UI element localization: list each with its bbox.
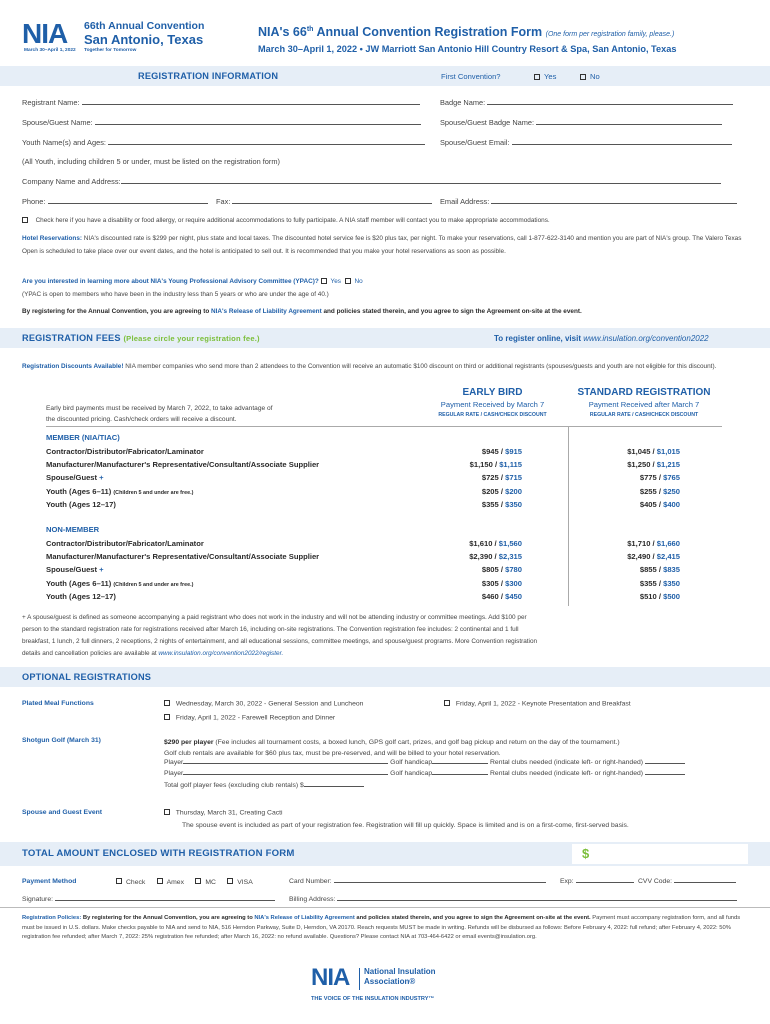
page-title: NIA's 66th Annual Convention Registration Form (One form per registration family, please.) [258, 25, 675, 39]
footer-nia-logo: NIA [311, 964, 350, 991]
checkbox-icon[interactable] [345, 278, 351, 284]
payment-mc[interactable]: MC [195, 879, 216, 886]
golf-details: $290 per player (Fee includes all tournament costs, a boxed lunch, GPS golf cart, prizes, and golf bag pickup and return on the day of the tournament.) Golf club rentals are available for $60 plus tax, must be pre-reserved, and will be billed to your hotel reservation. [164, 739, 620, 757]
nia-logo: NIA [22, 18, 68, 49]
signature-field[interactable]: Signature: [22, 896, 275, 903]
payment-method-label: Payment Method [22, 878, 77, 885]
standard-price[interactable]: $775 / $765 [639, 473, 680, 483]
golf-total-field[interactable]: Total golf player fees (excluding club rentals) $ [164, 782, 364, 789]
fax-field[interactable]: Fax: [216, 197, 432, 206]
fee-row-label: Youth (Ages 6–11) (Children 5 and under are free.) [46, 486, 194, 496]
spouse-event-desc: The spouse event is included as part of your registration fee. Registration will fill up quickly. Space is limited and is on a first-come, first-served basis. [182, 822, 629, 829]
ypac-question: Are you interested in learning more about NIA's Young Professional Advisory Committee (YPAC)? Yes No [22, 278, 363, 285]
hotel-reservations-text: Hotel Reservations: NIA's discounted rate is $299 per night, plus state and local taxes. The discounted hotel service fee is $20 plus tax, per night. To make your reservations, call 1-877-622-3140 and mention you are part of NIA's group. The Valero Texas Open is scheduled to take place over our event dates, and the hotel is anticipated to sell out. It is recommended that you make your hotel reservations as soon as possible. [22, 235, 742, 255]
early-bird-price[interactable]: $305 / $300 [481, 578, 522, 588]
checkbox-icon[interactable] [164, 700, 170, 706]
standard-price[interactable]: $1,045 / $1,015 [627, 447, 680, 456]
early-bird-price[interactable]: $460 / $450 [481, 591, 522, 601]
fee-row-label: Contractor/Distributor/Fabricator/Laminator [46, 539, 204, 548]
spouse-definition: + A spouse/guest is defined as someone accompanying a paid registrant who does not work in the industry and will not be attending industry or committee meetings. Add $100 per person to the standard registration rate for registrations received after March 16, including on-site registrations. The Convention registration fee includes: 2 continental and 1 full breakfast, 1 lunch, 2 full dinners, 2 receptions, 2 nights of entertainment, and all educational sessions, committee meetings, and spouse/guest programs. More Convention registration details and cancellation policies are available at www.insulation.org/convention2022/register. [22, 614, 538, 657]
registrant-name-field[interactable]: Registrant Name: [22, 98, 420, 107]
email-field[interactable]: Email Address: [440, 197, 737, 206]
fee-row-label: Contractor/Distributor/Fabricator/Laminator [46, 447, 204, 456]
company-address-field[interactable]: Company Name and Address: [22, 177, 721, 186]
discount-text: Registration Discounts Available! NIA member companies who send more than 2 attendees to the Convention will receive an automatic $100 discount on third or additional registrants (spouses/guests and youth are not eligible for this discount). [22, 363, 717, 370]
early-bird-price[interactable]: $805 / $780 [481, 565, 522, 575]
liability-agreement-link[interactable]: NIA's Release of Liability Agreement [211, 308, 322, 315]
standard-price[interactable]: $510 / $500 [639, 591, 680, 601]
early-bird-price[interactable]: $725 / $715 [481, 473, 522, 483]
fee-row-label: Youth (Ages 12–17) [46, 591, 116, 601]
register-online-text: To register online, visit www.insulation.org/convention2022 [494, 334, 709, 343]
plated-meal-label: Plated Meal Functions [22, 700, 94, 707]
standard-price[interactable]: $405 / $400 [639, 499, 680, 509]
logo-tagline: Together for Tomorrow [84, 48, 137, 53]
fee-row-label: Manufacturer/Manufacturer's Representative/Consultant/Associate Supplier [46, 460, 320, 470]
early-bird-price[interactable]: $355 / $350 [481, 499, 522, 509]
liability-agreement-text: By registering for the Annual Convention, you are agreeing to NIA's Release of Liability Agreement and policies stated therein, and you agree to sign the Agreement on-site at the event. [22, 308, 582, 315]
early-bird-price[interactable]: $1,610 / $1,560 [469, 539, 522, 548]
payment-check[interactable]: Check [116, 879, 145, 886]
registration-fees-title: REGISTRATION FEES (Please circle your registration fee.) [22, 333, 260, 343]
standard-price[interactable]: $2,490 / $2,415 [627, 552, 680, 562]
plated-option-1[interactable]: Wednesday, March 30, 2022 - General Session and Luncheon [164, 700, 363, 708]
register-online-link[interactable]: www.insulation.org/convention2022 [583, 334, 709, 343]
logo-city-text: San Antonio, Texas [84, 32, 204, 47]
policies-divider [0, 907, 770, 908]
checkbox-icon[interactable] [534, 74, 540, 80]
checkbox-icon[interactable] [157, 878, 163, 884]
billing-address-field[interactable]: Billing Address: [289, 896, 737, 903]
early-bird-price[interactable]: $2,390 / $2,315 [469, 552, 522, 562]
card-number-field[interactable]: Card Number: [289, 878, 546, 885]
first-convention-yes[interactable]: Yes [534, 72, 556, 81]
spouse-email-field[interactable]: Spouse/Guest Email: [440, 138, 732, 147]
fee-row-label: Youth (Ages 6–11) (Children 5 and under are free.) [46, 578, 194, 588]
standard-header: STANDARD REGISTRATION Payment Received after March 7 REGULAR RATE / CASH/CHECK DISCOUNT [577, 387, 711, 418]
checkbox-icon[interactable] [116, 878, 122, 884]
first-convention-no[interactable]: No [580, 72, 600, 81]
standard-price[interactable]: $1,710 / $1,660 [627, 539, 680, 548]
early-bird-price[interactable]: $1,150 / $1,115 [469, 460, 522, 470]
fee-row-label: Youth (Ages 12–17) [46, 499, 116, 509]
exp-field[interactable]: Exp: [560, 878, 634, 885]
early-bird-price[interactable]: $205 / $200 [481, 486, 522, 496]
ypac-yes[interactable]: Yes [321, 278, 341, 285]
disability-checkbox-row[interactable]: Check here if you have a disability or food allergy, or require additional accommodations to fully participate. A NIA staff member will contact you to make appropriate accommodations. [22, 215, 748, 227]
checkbox-icon[interactable] [164, 714, 170, 720]
standard-price[interactable]: $1,250 / $1,215 [627, 460, 680, 470]
footer-org-name: National Insulation Association® [364, 967, 436, 986]
youth-note: (All Youth, including children 5 or under, must be listed on the registration form) [22, 157, 280, 166]
golf-player-row-1[interactable]: Player Golf handicap Rental clubs needed (indicate left- or right-handed) [164, 759, 685, 766]
phone-field[interactable]: Phone: [22, 197, 208, 206]
golf-label: Shotgun Golf (March 31) [22, 737, 101, 744]
fees-divider [46, 426, 722, 427]
registration-policies: Registration Policies: By registering for the Annual Convention, you are agreeing to NIA's Release of Liability Agreement and policies stated therein, and you agree to sign the Agreement on-site at the event. Payment must accompany registration form, and all funds must be issued in U.S. dollars. Make checks payable to NIA and send to NIA, 516 Herndon Parkway, Suite D, Herndon, VA 20170. Reach requests MUST be made in writing. Refunds will be disbursed as follows: Before February 4, 2022: full refund; after February 4, 2022: 50% registration fee refunded; after March 7, 2022: 25% registration fee refunded; after March 16, 2022: no refund available. Questions? Please contact NIA at 703-464-6422 or email events@insulation.org. [22, 915, 741, 940]
logo-convention-text: 66th Annual Convention [84, 20, 205, 32]
member-heading: MEMBER (NIA/TIAC) [46, 433, 120, 442]
checkbox-icon[interactable] [164, 809, 170, 815]
golf-player-row-2[interactable]: Player Golf handicap Rental clubs needed (indicate left- or right-handed) [164, 770, 685, 777]
footer-logo-divider [359, 968, 360, 990]
youth-names-field[interactable]: Youth Name(s) and Ages: [22, 138, 425, 147]
standard-price[interactable]: $255 / $250 [639, 486, 680, 496]
page-subtitle: March 30–April 1, 2022 • JW Marriott San Antonio Hill Country Resort & Spa, San Antonio, Texas [258, 44, 677, 54]
spouse-badge-field[interactable]: Spouse/Guest Badge Name: [440, 118, 722, 127]
fee-row-label: Spouse/Guest + [46, 565, 104, 575]
badge-name-field[interactable]: Badge Name: [440, 98, 733, 107]
nonmember-heading: NON-MEMBER [46, 525, 100, 534]
spouse-event-option[interactable]: Thursday, March 31, Creating Cacti [164, 809, 283, 817]
registration-info-title: REGISTRATION INFORMATION [138, 71, 279, 81]
fee-row-label: Manufacturer/Manufacturer's Representative/Consultant/Associate Supplier [46, 552, 320, 562]
fee-row-label: Spouse/Guest + [46, 473, 104, 483]
register-link[interactable]: www.insulation.org/convention2022/register. [158, 650, 284, 657]
payment-amex[interactable]: Amex [157, 879, 184, 886]
checkbox-icon[interactable] [321, 278, 327, 284]
checkbox-icon[interactable] [227, 878, 233, 884]
plated-option-3[interactable]: Friday, April 1, 2022 - Farewell Reception and Dinner [164, 714, 335, 722]
standard-price[interactable]: $355 / $350 [639, 578, 680, 588]
total-amount-title: TOTAL AMOUNT ENCLOSED WITH REGISTRATION FORM [22, 848, 295, 859]
ypac-note: (YPAC is open to members who have been in the industry less than 5 years or who are under the age of 40.) [22, 291, 329, 298]
ypac-no[interactable]: No [345, 278, 363, 285]
first-convention-label: First Convention? [441, 72, 501, 81]
logo-dates: March 30–April 1, 2022 [24, 48, 76, 53]
spouse-event-label: Spouse and Guest Event [22, 809, 103, 816]
registration-info-bar [0, 66, 770, 86]
cvv-field[interactable]: CVV Code: [638, 878, 736, 885]
footer-tagline: THE VOICE OF THE INSULATION INDUSTRY™ [311, 996, 435, 1002]
checkbox-icon[interactable] [444, 700, 450, 706]
total-amount-input[interactable]: $ [572, 844, 748, 864]
checkbox-icon[interactable] [580, 74, 586, 80]
policies-liability-link[interactable]: NIA's Release of Liability Agreement [254, 915, 355, 921]
early-bird-price[interactable]: $945 / $915 [481, 447, 522, 456]
payment-options [116, 878, 253, 886]
plated-option-2[interactable]: Friday, April 1, 2022 - Keynote Presentation and Breakfast [444, 700, 631, 708]
checkbox-icon[interactable] [195, 878, 201, 884]
fees-column-divider [568, 426, 569, 606]
early-bird-note: Early bird payments must be received by March 7, 2022, to take advantage of the discounted pricing. Cash/check orders will receive a discount. [46, 405, 273, 423]
optional-registrations-title: OPTIONAL REGISTRATIONS [22, 672, 152, 682]
payment-visa[interactable]: VISA [227, 879, 253, 886]
spouse-name-field[interactable]: Spouse/Guest Name: [22, 118, 421, 127]
checkbox-icon[interactable] [22, 217, 28, 223]
standard-price[interactable]: $855 / $835 [639, 565, 680, 575]
early-bird-header: EARLY BIRD Payment Received by March 7 REGULAR RATE / CASH/CHECK DISCOUNT [438, 387, 547, 418]
